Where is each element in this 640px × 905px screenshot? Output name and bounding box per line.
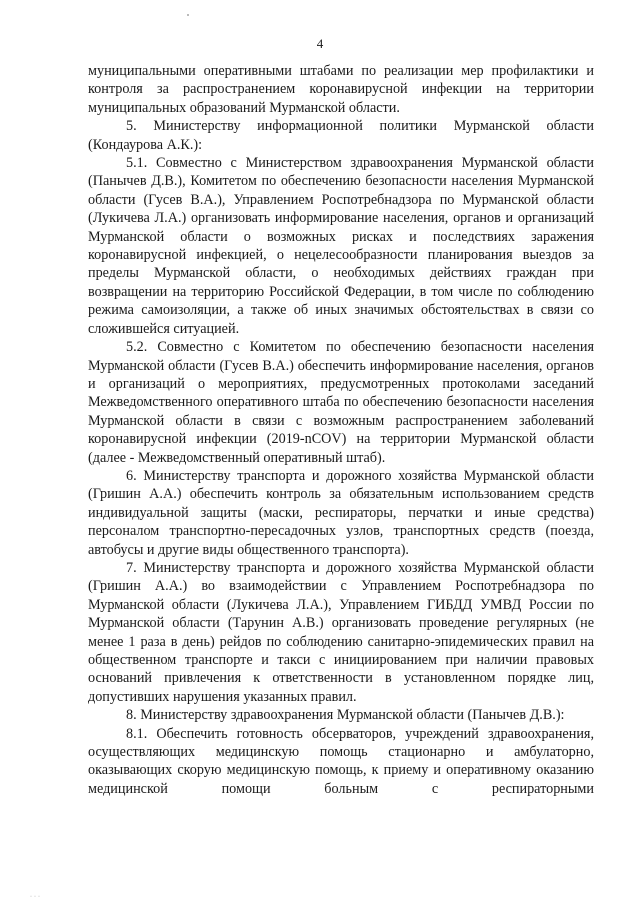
paragraph-item-8-1: 8.1. Обеспечить готовность обсерваторов, учреждений здравоохранения, осуществляющих медицинскую помощь стационарно и амбулаторно, оказывающих скорую медицинскую помощь, к приему и оперативному оказанию медицинской помощи больным с респираторными (88, 725, 594, 797)
paragraph-item-6: 6. Министерству транспорта и дорожного хозяйства Мурманской области (Гришин А.А.) обеспечить контроль за обязательным использованием средств индивидуальной защиты (маски, респираторы, перчатки и иные средства) персоналом транспортно-пересадочных узлов, транспортных средств (поезда, автобусы и другие виды общественного транспорта). (88, 467, 594, 558)
paragraph-item-5: 5. Министерству информационной политики Мурманской области (Кондаурова А.К.): (88, 118, 594, 153)
document-body (88, 62, 594, 798)
scan-mark (187, 14, 189, 16)
page-number: 4 (316, 36, 324, 51)
scan-artifact: ··· (30, 894, 42, 900)
paragraph-item-5-2: 5.2. Совместно с Комитетом по обеспечению безопасности населения Мурманской области (Гусев В.А.) обеспечить информирование населения, органов и организаций о мероприятиях, предусмотренных протоколами заседаний Межведомственного оперативного штаба по обеспечению безопасности населения Мурманской области в связи с возможным распространением заболеваний коронавирусной инфекции (2019-nCOV) на территории Мурманской области (далее - Межведомственный оперативный штаб). (88, 339, 594, 466)
paragraph-item-5-1: 5.1. Совместно с Министерством здравоохранения Мурманской области (Панычев Д.В.), Комитетом по обеспечению безопасности населения Мурманской области (Гусев В.А.), Управлением Роспотребнадзора по Мурманской области (Лукичева Л.А.) организовать информирование населения, органов и организаций Мурманской области о возможных рисках и последствиях заражения коронавирусной инфекцией, о нецелесообразности планирования выездов за пределы Мурманской области, о необходимых действиях граждан при возвращении на территорию Российской Федерации, в том числе по соблюдению режима самоизоляции, а также об иных значимых обстоятельствах в связи со сложившейся ситуацией. (88, 155, 594, 337)
paragraph-item-8: 8. Министерству здравоохранения Мурманской области (Панычев Д.В.): (126, 707, 565, 724)
paragraph: муниципальными оперативными штабами по реализации мер профилактики и контроля за распространением коронавирусной инфекции на территории муниципальных образований Мурманской области. (88, 63, 594, 116)
paragraph-item-7: 7. Министерству транспорта и дорожного хозяйства Мурманской области (Гришин А.А.) во взаимодействии с Управлением Роспотребнадзора по Мурманской области (Лукичева Л.А.), Управлением ГИБДД УМВД России по Мурманской области (Тарунин А.В.) организовать проведение регулярных (не менее 1 раза в день) рейдов по соблюдению санитарно-эпидемических правил на общественном транспорте и такси с инициированием при наличии правовых оснований привлечения к ответственности в установленном порядке лиц, допустивших нарушения указанных правил. (88, 559, 594, 705)
